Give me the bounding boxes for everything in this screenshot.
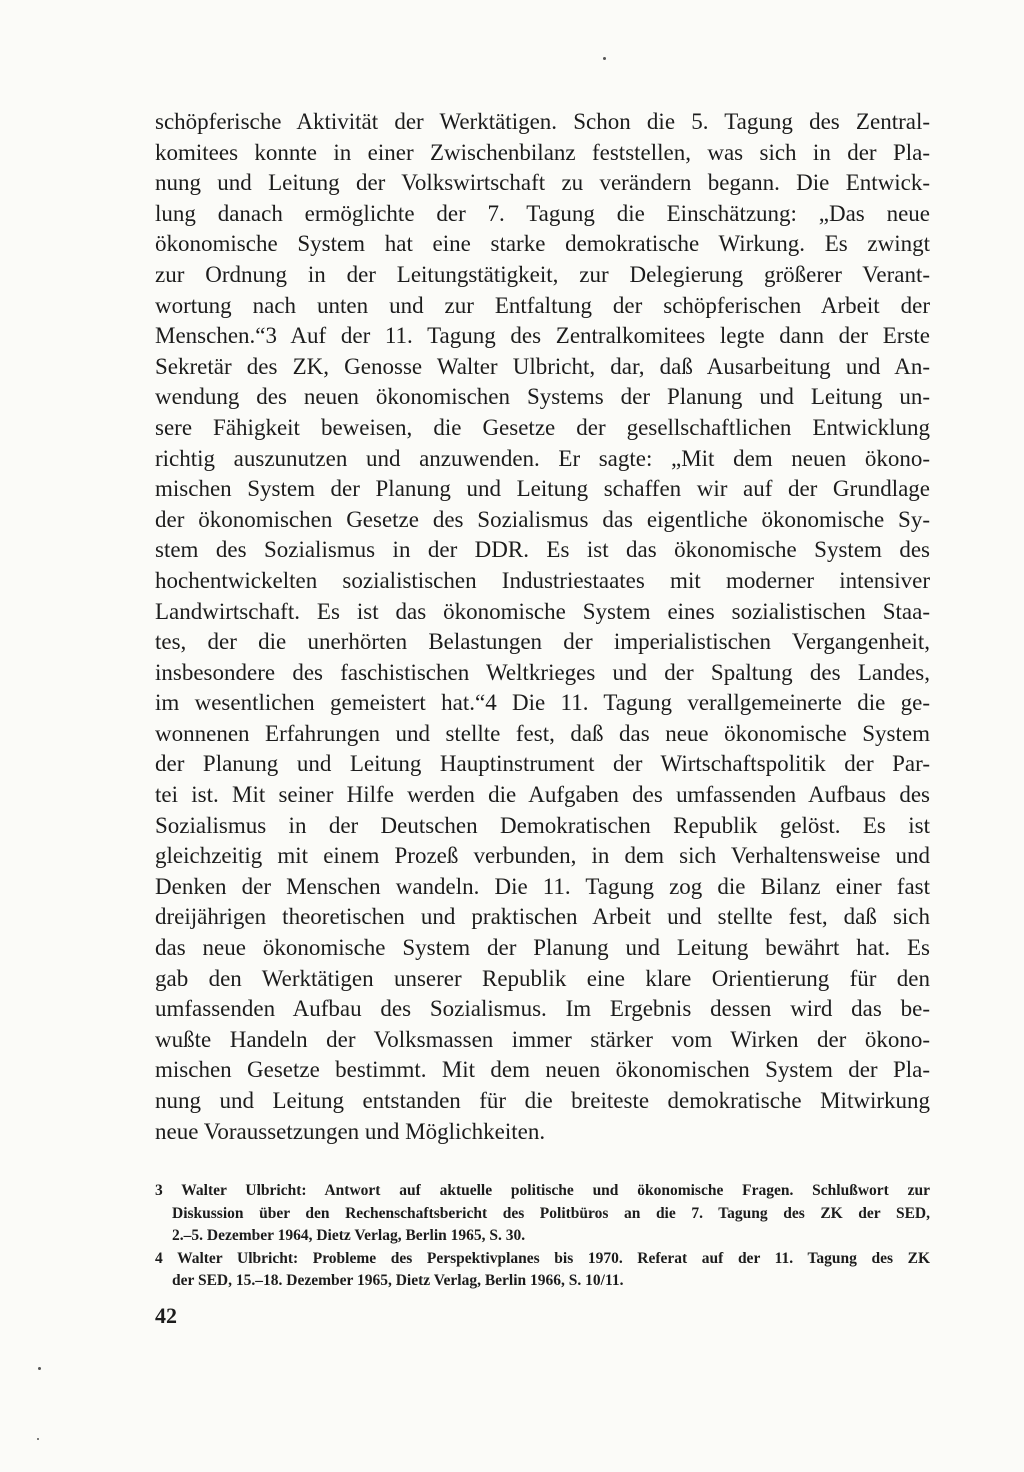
scan-speck xyxy=(603,57,606,60)
footnote-line: Diskussion über den Rechenschaftsbericht des Politbüros an die 7. Tagung des ZK der SED, xyxy=(172,1204,930,1222)
body-line: richtig auszunutzen und anzuwenden. Er sagte: „Mit dem neuen ökono- xyxy=(155,445,930,471)
body-line: hochentwickelten sozialistischen Industriestaates mit moderner intensiver xyxy=(155,567,930,593)
body-line: mischen System der Planung und Leitung schaffen wir auf der Grundlage xyxy=(155,476,930,502)
body-line: wendung des neuen ökonomischen Systems der Planung und Leitung un- xyxy=(155,384,930,410)
body-line: gab den Werktätigen unserer Republik eine klare Orientierung für den xyxy=(155,965,930,991)
page-number: 42 xyxy=(155,1303,177,1328)
body-line: sere Fähigkeit beweisen, die Gesetze der gesellschaftlichen Entwicklung xyxy=(155,414,930,440)
body-line: komitees konnte in einer Zwischenbilanz feststellen, was sich in der Pla- xyxy=(155,139,930,165)
body-line: ökonomische System hat eine starke demokratische Wirkung. Es zwingt xyxy=(155,231,930,257)
body-line: tes, der die unerhörten Belastungen der imperialistischen Vergangenheit, xyxy=(155,629,930,655)
body-text xyxy=(155,107,930,1147)
scan-speck xyxy=(37,1438,39,1440)
footnotes xyxy=(155,1180,930,1293)
body-line: im wesentlichen gemeistert hat.“4 Die 11. Tagung verallgemeinerte die ge- xyxy=(155,690,930,716)
body-line: insbesondere des faschistischen Weltkrieges und der Spaltung des Landes, xyxy=(155,659,930,685)
footnote-line: 3 Walter Ulbricht: Antwort auf aktuelle politische und ökonomische Fragen. Schlußwort zur xyxy=(155,1182,930,1199)
body-line: Sekretär des ZK, Genosse Walter Ulbricht, dar, daß Ausarbeitung und An- xyxy=(155,353,930,379)
body-line: nung und Leitung entstanden für die breiteste demokratische Mitwirkung xyxy=(155,1088,930,1113)
body-line: Landwirtschaft. Es ist das ökonomische System eines sozialistischen Staa- xyxy=(155,598,930,624)
footnote-line: 2.–5. Dezember 1964, Dietz Verlag, Berlin 1965, S. 30. xyxy=(172,1227,526,1244)
body-line: der Planung und Leitung Hauptinstrument der Wirtschaftspolitik der Par- xyxy=(155,751,930,777)
body-line: der ökonomischen Gesetze des Sozialismus das eigentliche ökonomische Sy- xyxy=(155,506,930,532)
body-line: gleichzeitig mit einem Prozeß verbunden, in dem sich Verhaltensweise und xyxy=(155,843,930,869)
body-line: mischen Gesetze bestimmt. Mit dem neuen ökonomischen System der Pla- xyxy=(155,1057,930,1083)
body-line: wonnenen Erfahrungen und stellte fest, daß das neue ökonomische System xyxy=(155,720,930,746)
body-line: das neue ökonomische System der Planung und Leitung bewährt hat. Es xyxy=(155,935,930,961)
body-line: tei ist. Mit seiner Hilfe werden die Aufgaben des umfassenden Aufbaus des xyxy=(155,782,930,808)
footnote-line: der SED, 15.–18. Dezember 1965, Dietz Verlag, Berlin 1966, S. 10/11. xyxy=(172,1272,624,1289)
scan-speck xyxy=(38,1367,41,1370)
body-line: wortung nach unten und zur Entfaltung der schöpferischen Arbeit der xyxy=(155,292,930,318)
body-line: nung und Leitung der Volkswirtschaft zu verändern begann. Die Entwick- xyxy=(155,170,930,196)
body-line: Menschen.“3 Auf der 11. Tagung des Zentralkomitees legte dann der Erste xyxy=(155,323,930,349)
body-line: stem des Sozialismus in der DDR. Es ist das ökonomische System des xyxy=(155,537,930,563)
body-line: schöpferische Aktivität der Werktätigen. Schon die 5. Tagung des Zentral- xyxy=(155,109,930,134)
body-line: lung danach ermöglichte der 7. Tagung die Einschätzung: „Das neue xyxy=(155,200,930,226)
body-line: Denken der Menschen wandeln. Die 11. Tagung zog die Bilanz einer fast xyxy=(155,873,930,899)
body-line: Sozialismus in der Deutschen Demokratischen Republik gelöst. Es ist xyxy=(155,812,930,838)
body-line: umfassenden Aufbau des Sozialismus. Im Ergebnis dessen wird das be- xyxy=(155,996,930,1022)
body-line: dreijährigen theoretischen und praktischen Arbeit und stellte fest, daß sich xyxy=(155,904,930,930)
body-line: neue Voraussetzungen und Möglichkeiten. xyxy=(155,1118,546,1144)
body-line: zur Ordnung in der Leitungstätigkeit, zur Delegierung größerer Verant- xyxy=(155,261,930,287)
footnote-line: 4 Walter Ulbricht: Probleme des Perspektivplanes bis 1970. Referat auf der 11. Tagung des ZK xyxy=(155,1249,930,1267)
body-line: wußte Handeln der Volksmassen immer stärker vom Wirken der ökono- xyxy=(155,1026,930,1052)
